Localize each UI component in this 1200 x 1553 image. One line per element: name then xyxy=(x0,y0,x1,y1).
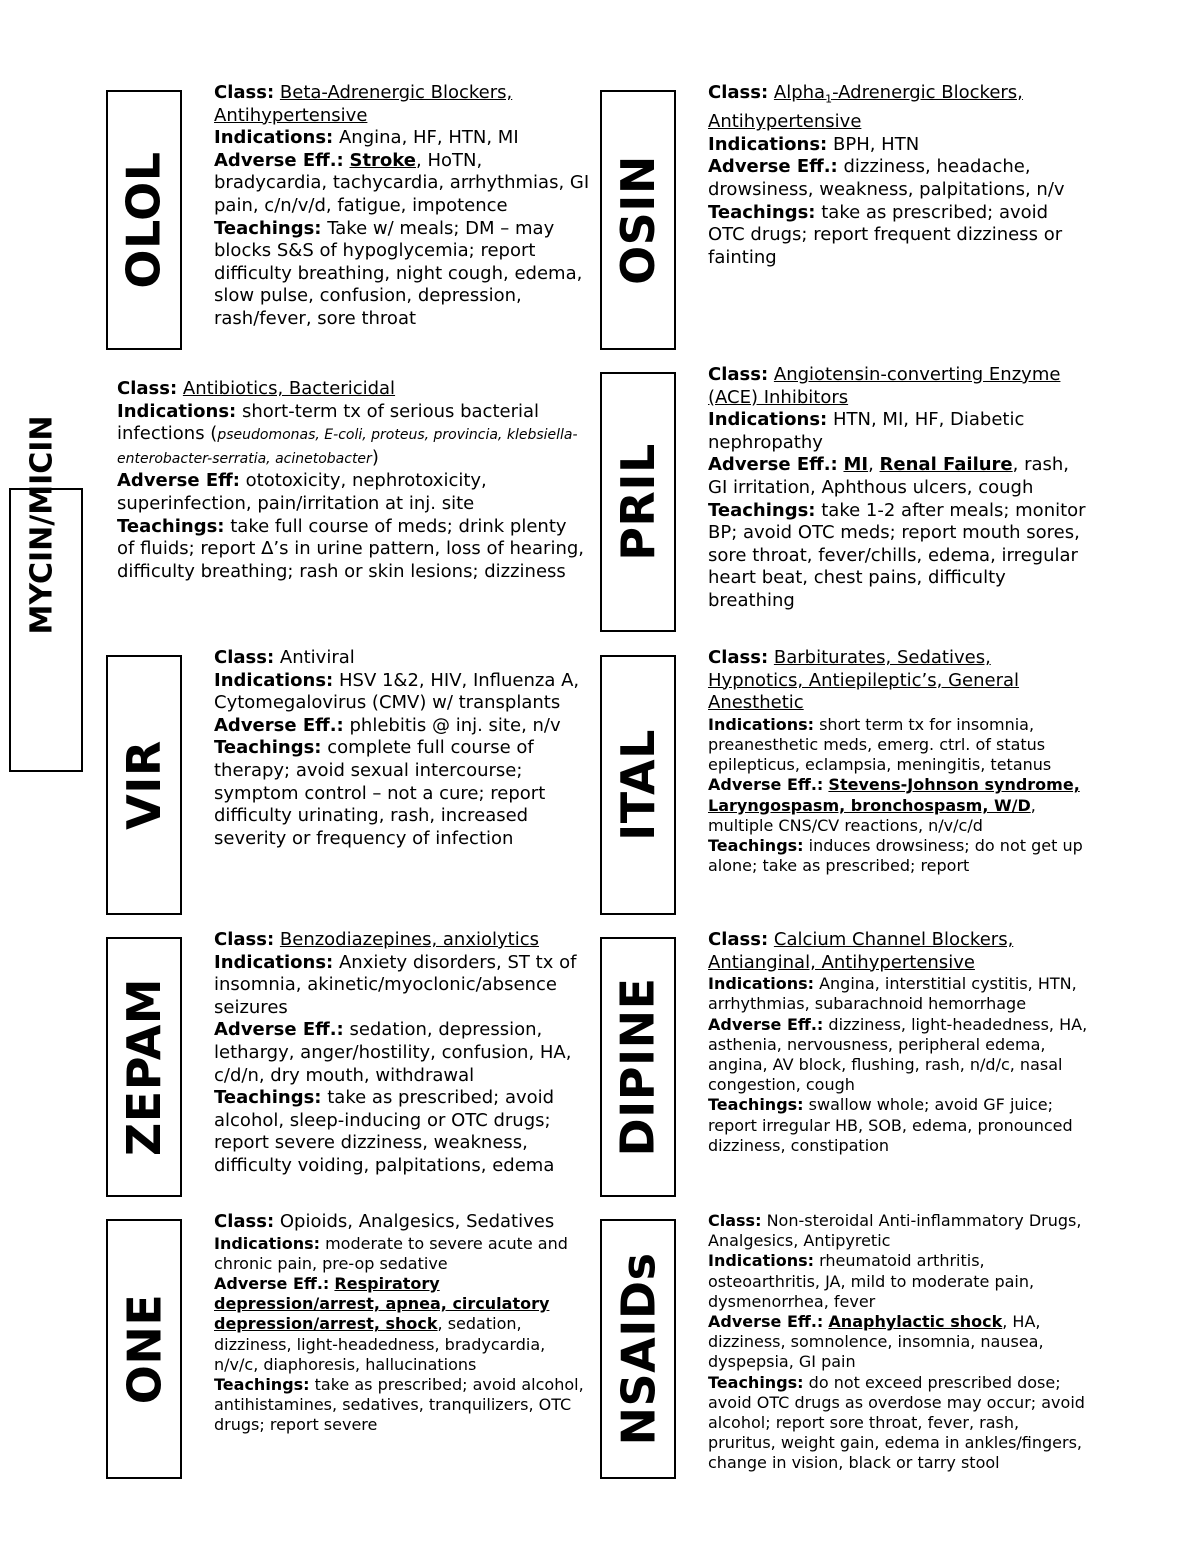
class-line: Class: Calcium Channel Blockers, Antianginal, Antihypertensive xyxy=(708,929,1014,973)
drug-card-osin xyxy=(708,82,1088,354)
class-line: Class: Non-steroidal Anti-inflammatory Drugs, Analgesics, Antipyretic xyxy=(708,1211,1082,1251)
class-line: Class: Angiotensin-converting Enzyme (ACE) Inhibitors xyxy=(708,364,1061,408)
teachings-line: Teachings: complete full course of therapy; avoid sexual intercourse; symptom control – not a cure; report difficulty urinating, rash, increased severity or frequency of infection xyxy=(214,737,546,849)
teachings-line: Teachings: take as prescribed; avoid OTC drugs; report frequent dizziness or fainting xyxy=(708,201,1063,268)
indications-line: Indications: Angina, interstitial cystitis, HTN, arrhythmias, subarachnoid hemorrhage xyxy=(708,974,1077,1014)
teachings-line: Teachings: do not exceed prescribed dose; avoid OTC drugs as overdose may occur; avoid alcohol; report sore throat, fever, rash, pruritus, weight gain, edema in ankles/fingers, change in vision, black or tarry stool xyxy=(708,1372,1085,1473)
drug-card-dipine xyxy=(708,929,1088,1201)
adverse-line: Adverse Eff.: dizziness, headache, drowsiness, weakness, palpitations, n/v xyxy=(708,156,1065,200)
indications-line: Indications: Anxiety disorders, ST tx of insomnia, akinetic/myoclonic/absence seizures xyxy=(214,951,577,1018)
drug-card-pril xyxy=(708,364,1088,636)
indications-value: short-term tx of serious bacterial infections ( xyxy=(117,400,540,445)
teachings-value: induces drowsiness; do not get up alone; take as prescribed; report xyxy=(708,836,1083,876)
teachings-line: Teachings: swallow whole; avoid GF juice; report irregular HB, SOB, edema, pronounced dizziness, constipation xyxy=(708,1095,1073,1155)
adverse-line: Adverse Eff.: Respiratory depression/arrest, apnea, circulatory depression/arrest, shock, sedation, dizziness, light-headedness, bradycardia, n/v/c, diaphoresis, hallucinations xyxy=(214,1274,550,1374)
class-value: Beta-Adrenergic Blockers, Antihypertensive xyxy=(214,82,513,126)
adverse-value: phlebitis @ inj. site, n/v xyxy=(349,714,561,736)
teachings-line: Teachings: take full course of meds; drink plenty of fluids; report Δ’s in urine pattern, loss of hearing, difficulty breathing; rash or skin lesions; dizziness xyxy=(117,515,584,582)
teachings-value: take as prescribed; avoid alcohol, sleep-inducing or OTC drugs; report severe dizziness, weakness, difficulty voiding, palpitations, edema xyxy=(214,1087,555,1176)
adverse-value: , rash, GI irritation, Aphthous ulcers, cough xyxy=(708,454,1070,498)
class-value: Alpha$_1$-Adrenergic Blockers, Antihypertensive xyxy=(708,82,1023,133)
indications-value: Angina, interstitial cystitis, HTN, arrhythmias, subarachnoid hemorrhage xyxy=(708,974,1077,1014)
teachings-value: take full course of meds; drink plenty of fluids; report Δ’s in urine pattern, loss of hearing, difficulty breathing; rash or skin lesions; dizziness xyxy=(117,515,584,582)
adverse-value: , sedation, dizziness, light-headedness, bradycardia, n/v/c, diaphoresis, hallucinations xyxy=(214,1314,546,1374)
teachings-line: Teachings: induces drowsiness; do not get up alone; take as prescribed; report xyxy=(708,836,1083,876)
indications-line: Indications: short-term tx of serious bacterial infections (pseudomonas, E-coli, proteus, provincia, klebsiella-enterobacter-serratia, acinetobacter) xyxy=(117,400,578,468)
stem-box-nsaids xyxy=(600,1219,676,1479)
class-line: Class: Opioids, Analgesics, Sedatives xyxy=(214,1211,555,1232)
adverse-emphasis: Stevens-Johnson syndrome, Laryngospasm, bronchospasm, W/D xyxy=(708,775,1080,815)
adverse-emphasis-1: MI xyxy=(843,454,869,476)
class-value: Barbiturates, Sedatives, Hypnotics, Antiepileptic’s, General Anesthetic xyxy=(708,647,1020,714)
indications-value: HTN, MI, HF, Diabetic nephropathy xyxy=(708,409,1025,453)
stem-label-nsaids: NSAIDs xyxy=(611,1252,666,1446)
adverse-line: Adverse Eff.: Stevens-Johnson syndrome, Laryngospasm, bronchospasm, W/D, multiple CNS/CV reactions, n/v/c/d xyxy=(708,775,1080,835)
teachings-value: do not exceed prescribed dose; avoid OTC drugs as overdose may occur; avoid alcohol; report sore throat, fever, rash, pruritus, weight gain, edema in ankles/fingers, change in vision, black or tarry stool xyxy=(708,1372,1085,1473)
indications-line: Indications: moderate to severe acute and chronic pain, pre-op sedative xyxy=(214,1233,568,1273)
teachings-line: Teachings: take 1-2 after meals; monitor BP; avoid OTC meds; report mouth sores, sore throat, fever/chills, edema, irregular heart beat, chest pains, difficulty breathing xyxy=(708,499,1086,611)
stem-box-one xyxy=(106,1219,182,1479)
adverse-line: Adverse Eff.: Anaphylactic shock, HA, dizziness, somnolence, insomnia, nausea, dyspepsia, GI pain xyxy=(708,1312,1044,1372)
stem-box-pril xyxy=(600,372,676,632)
indications-value: short term tx for insomnia, preanesthetic meds, emerg. ctrl. of status epilepticus, eclampsia, meningitis, tetanus xyxy=(708,714,1052,775)
stem-label-zepam: ZEPAM xyxy=(117,977,171,1157)
stem-box-ital xyxy=(600,655,676,915)
adverse-value: dizziness, light-headedness, HA, asthenia, nervousness, peripheral edema, angina, AV block, flushing, rash, n/d/c, nasal congestion, cough xyxy=(708,1014,1088,1095)
adverse-line: Adverse Eff.: MI, Renal Failure, rash, GI irritation, Aphthous ulcers, cough xyxy=(708,454,1070,498)
teachings-value: take as prescribed; avoid alcohol, antihistamines, sedatives, tranquilizers, OTC drugs; report severe xyxy=(214,1375,584,1435)
adverse-line: Adverse Eff.: dizziness, light-headedness, HA, asthenia, nervousness, peripheral edema, angina, AV block, flushing, rash, n/d/c, nasal congestion, cough xyxy=(708,1014,1088,1095)
adverse-value: sedation, depression, lethargy, anger/hostility, confusion, HA, c/d/n, dry mouth, withdrawal xyxy=(214,1019,572,1086)
drug-card-vir xyxy=(214,647,590,919)
teachings-line: Teachings: Take w/ meals; DM – may blocks S&S of hypoglycemia; report difficulty breathing, night cough, edema, slow pulse, confusion, depression, rash/fever, sore throat xyxy=(214,217,583,329)
adverse-line: Adverse Eff.: sedation, depression, lethargy, anger/hostility, confusion, HA, c/d/n, dry mouth, withdrawal xyxy=(214,1019,572,1086)
indications-value: rheumatoid arthritis, osteoarthritis, JA, mild to moderate pain, dysmenorrhea, fever xyxy=(708,1251,1035,1311)
adverse-line: Adverse Eff.: Stroke, HoTN, bradycardia, tachycardia, arrhythmias, GI pain, c/n/v/d, fatigue, impotence xyxy=(214,149,590,216)
drug-card-ital xyxy=(708,647,1088,917)
stem-label-osin: OSIN xyxy=(611,155,666,285)
stem-box-vir xyxy=(106,655,182,915)
stem-label-dipine: DIPINE xyxy=(611,977,665,1157)
adverse-emphasis-2: Renal Failure xyxy=(879,454,1013,476)
stem-label-vir: VIR xyxy=(117,740,172,830)
indications-line: Indications: HTN, MI, HF, Diabetic nephropathy xyxy=(708,409,1025,453)
class-value: Angiotensin-converting Enzyme (ACE) Inhibitors xyxy=(708,364,1061,408)
teachings-value: swallow whole; avoid GF juice; report irregular HB, SOB, edema, pronounced dizziness, constipation xyxy=(708,1095,1073,1155)
indications-line: Indications: BPH, HTN xyxy=(708,133,920,155)
class-line: Class: Barbiturates, Sedatives, Hypnotics, Antiepileptic’s, General Anesthetic xyxy=(708,647,1020,714)
drug-card-one xyxy=(214,1211,590,1483)
teachings-line: Teachings: take as prescribed; avoid alcohol, antihistamines, sedatives, tranquilizers, OTC drugs; report severe xyxy=(214,1375,584,1435)
stem-label-mycin: MYCIN/MICIN xyxy=(25,415,60,635)
stem-box-dipine xyxy=(600,937,676,1197)
class-value: Non-steroidal Anti-inflammatory Drugs, Analgesics, Antipyretic xyxy=(708,1211,1082,1251)
class-value: Benzodiazepines, anxiolytics xyxy=(279,929,539,950)
indications-value: HSV 1&2, HIV, Influenza A, Cytomegalovirus (CMV) w/ transplants xyxy=(214,669,580,714)
drug-card-mycin xyxy=(117,378,589,600)
stem-label-pril: PRIL xyxy=(611,443,665,561)
class-value: Calcium Channel Blockers, Antianginal, Antihypertensive xyxy=(708,929,1014,973)
adverse-emphasis: Stroke xyxy=(349,149,416,171)
teachings-value: take 1-2 after meals; monitor BP; avoid OTC meds; report mouth sores, sore throat, fever/chills, edema, irregular heart beat, chest pains, difficulty breathing xyxy=(708,499,1086,611)
indications-value: Anxiety disorders, ST tx of insomnia, akinetic/myoclonic/absence seizures xyxy=(214,951,577,1018)
class-line: Class: Antibiotics, Bactericidal xyxy=(117,378,396,399)
stem-box-zepam xyxy=(106,937,182,1197)
indications-organisms: pseudomonas, E-coli, proteus, provincia, klebsiella-enterobacter-serratia, acinetobacter xyxy=(117,427,578,467)
class-line: Class: Alpha$_1$-Adrenergic Blockers, Antihypertensive xyxy=(708,82,1023,133)
indications-line: Indications: short term tx for insomnia, preanesthetic meds, emerg. ctrl. of status epilepticus, eclampsia, meningitis, tetanus xyxy=(708,714,1052,775)
adverse-line: Adverse Eff: ototoxicity, nephrotoxicity, superinfection, pain/irritation at inj. site xyxy=(117,470,487,514)
adverse-emphasis: Anaphylactic shock xyxy=(828,1312,1003,1332)
adverse-value: dizziness, headache, drowsiness, weakness, palpitations, n/v xyxy=(708,156,1065,200)
adverse-emphasis: Respiratory depression/arrest, apnea, circulatory depression/arrest, shock xyxy=(214,1274,550,1334)
drug-card-olol xyxy=(214,82,590,354)
indications-line: Indications: Angina, HF, HTN, MI xyxy=(214,127,519,149)
stem-box-osin xyxy=(600,90,676,350)
indications-value: moderate to severe acute and chronic pain, pre-op sedative xyxy=(214,1233,568,1273)
teachings-value: Take w/ meals; DM – may blocks S&S of hypoglycemia; report difficulty breathing, night cough, edema, slow pulse, confusion, depression, rash/fever, sore throat xyxy=(214,217,583,329)
class-line: Class: Benzodiazepines, anxiolytics xyxy=(214,929,539,950)
stem-box-olol xyxy=(106,90,182,350)
teachings-value: complete full course of therapy; avoid sexual intercourse; symptom control – not a cure; report difficulty urinating, rash, increased severity or frequency of infection xyxy=(214,737,546,849)
adverse-value: , HoTN, bradycardia, tachycardia, arrhythmias, GI pain, c/n/v/d, fatigue, impotence xyxy=(214,149,590,216)
stem-label-one: ONE xyxy=(117,1293,171,1405)
teachings-value: take as prescribed; avoid OTC drugs; report frequent dizziness or fainting xyxy=(708,201,1063,268)
drug-card-zepam xyxy=(214,929,590,1201)
class-value: Antiviral xyxy=(279,647,355,668)
stem-label-mycin-wrap xyxy=(18,410,68,640)
drug-card-nsaids xyxy=(708,1211,1088,1487)
indications-value: Angina, HF, HTN, MI xyxy=(338,127,519,149)
adverse-line: Adverse Eff.: phlebitis @ inj. site, n/v xyxy=(214,714,561,736)
indications-line: Indications: HSV 1&2, HIV, Influenza A, Cytomegalovirus (CMV) w/ transplants xyxy=(214,669,580,714)
indications-line: Indications: rheumatoid arthritis, osteoarthritis, JA, mild to moderate pain, dysmenorrhea, fever xyxy=(708,1251,1035,1311)
stem-label-ital: ITAL xyxy=(611,729,665,841)
adverse-value: , HA, dizziness, somnolence, insomnia, nausea, dyspepsia, GI pain xyxy=(708,1312,1044,1372)
indications-value: BPH, HTN xyxy=(832,133,920,155)
stem-label-olol: OLOL xyxy=(117,151,172,289)
class-value: Antibiotics, Bactericidal xyxy=(182,378,396,399)
adverse-value: , multiple CNS/CV reactions, n/v/c/d xyxy=(708,795,1036,835)
adverse-value: ototoxicity, nephrotoxicity, superinfection, pain/irritation at inj. site xyxy=(117,470,487,514)
teachings-line: Teachings: take as prescribed; avoid alcohol, sleep-inducing or OTC drugs; report severe dizziness, weakness, difficulty voiding, palpitations, edema xyxy=(214,1087,555,1176)
class-value: Opioids, Analgesics, Sedatives xyxy=(279,1211,555,1232)
class-line: Class: Antiviral xyxy=(214,647,355,668)
class-line: Class: Beta-Adrenergic Blockers, Antihypertensive xyxy=(214,82,513,126)
